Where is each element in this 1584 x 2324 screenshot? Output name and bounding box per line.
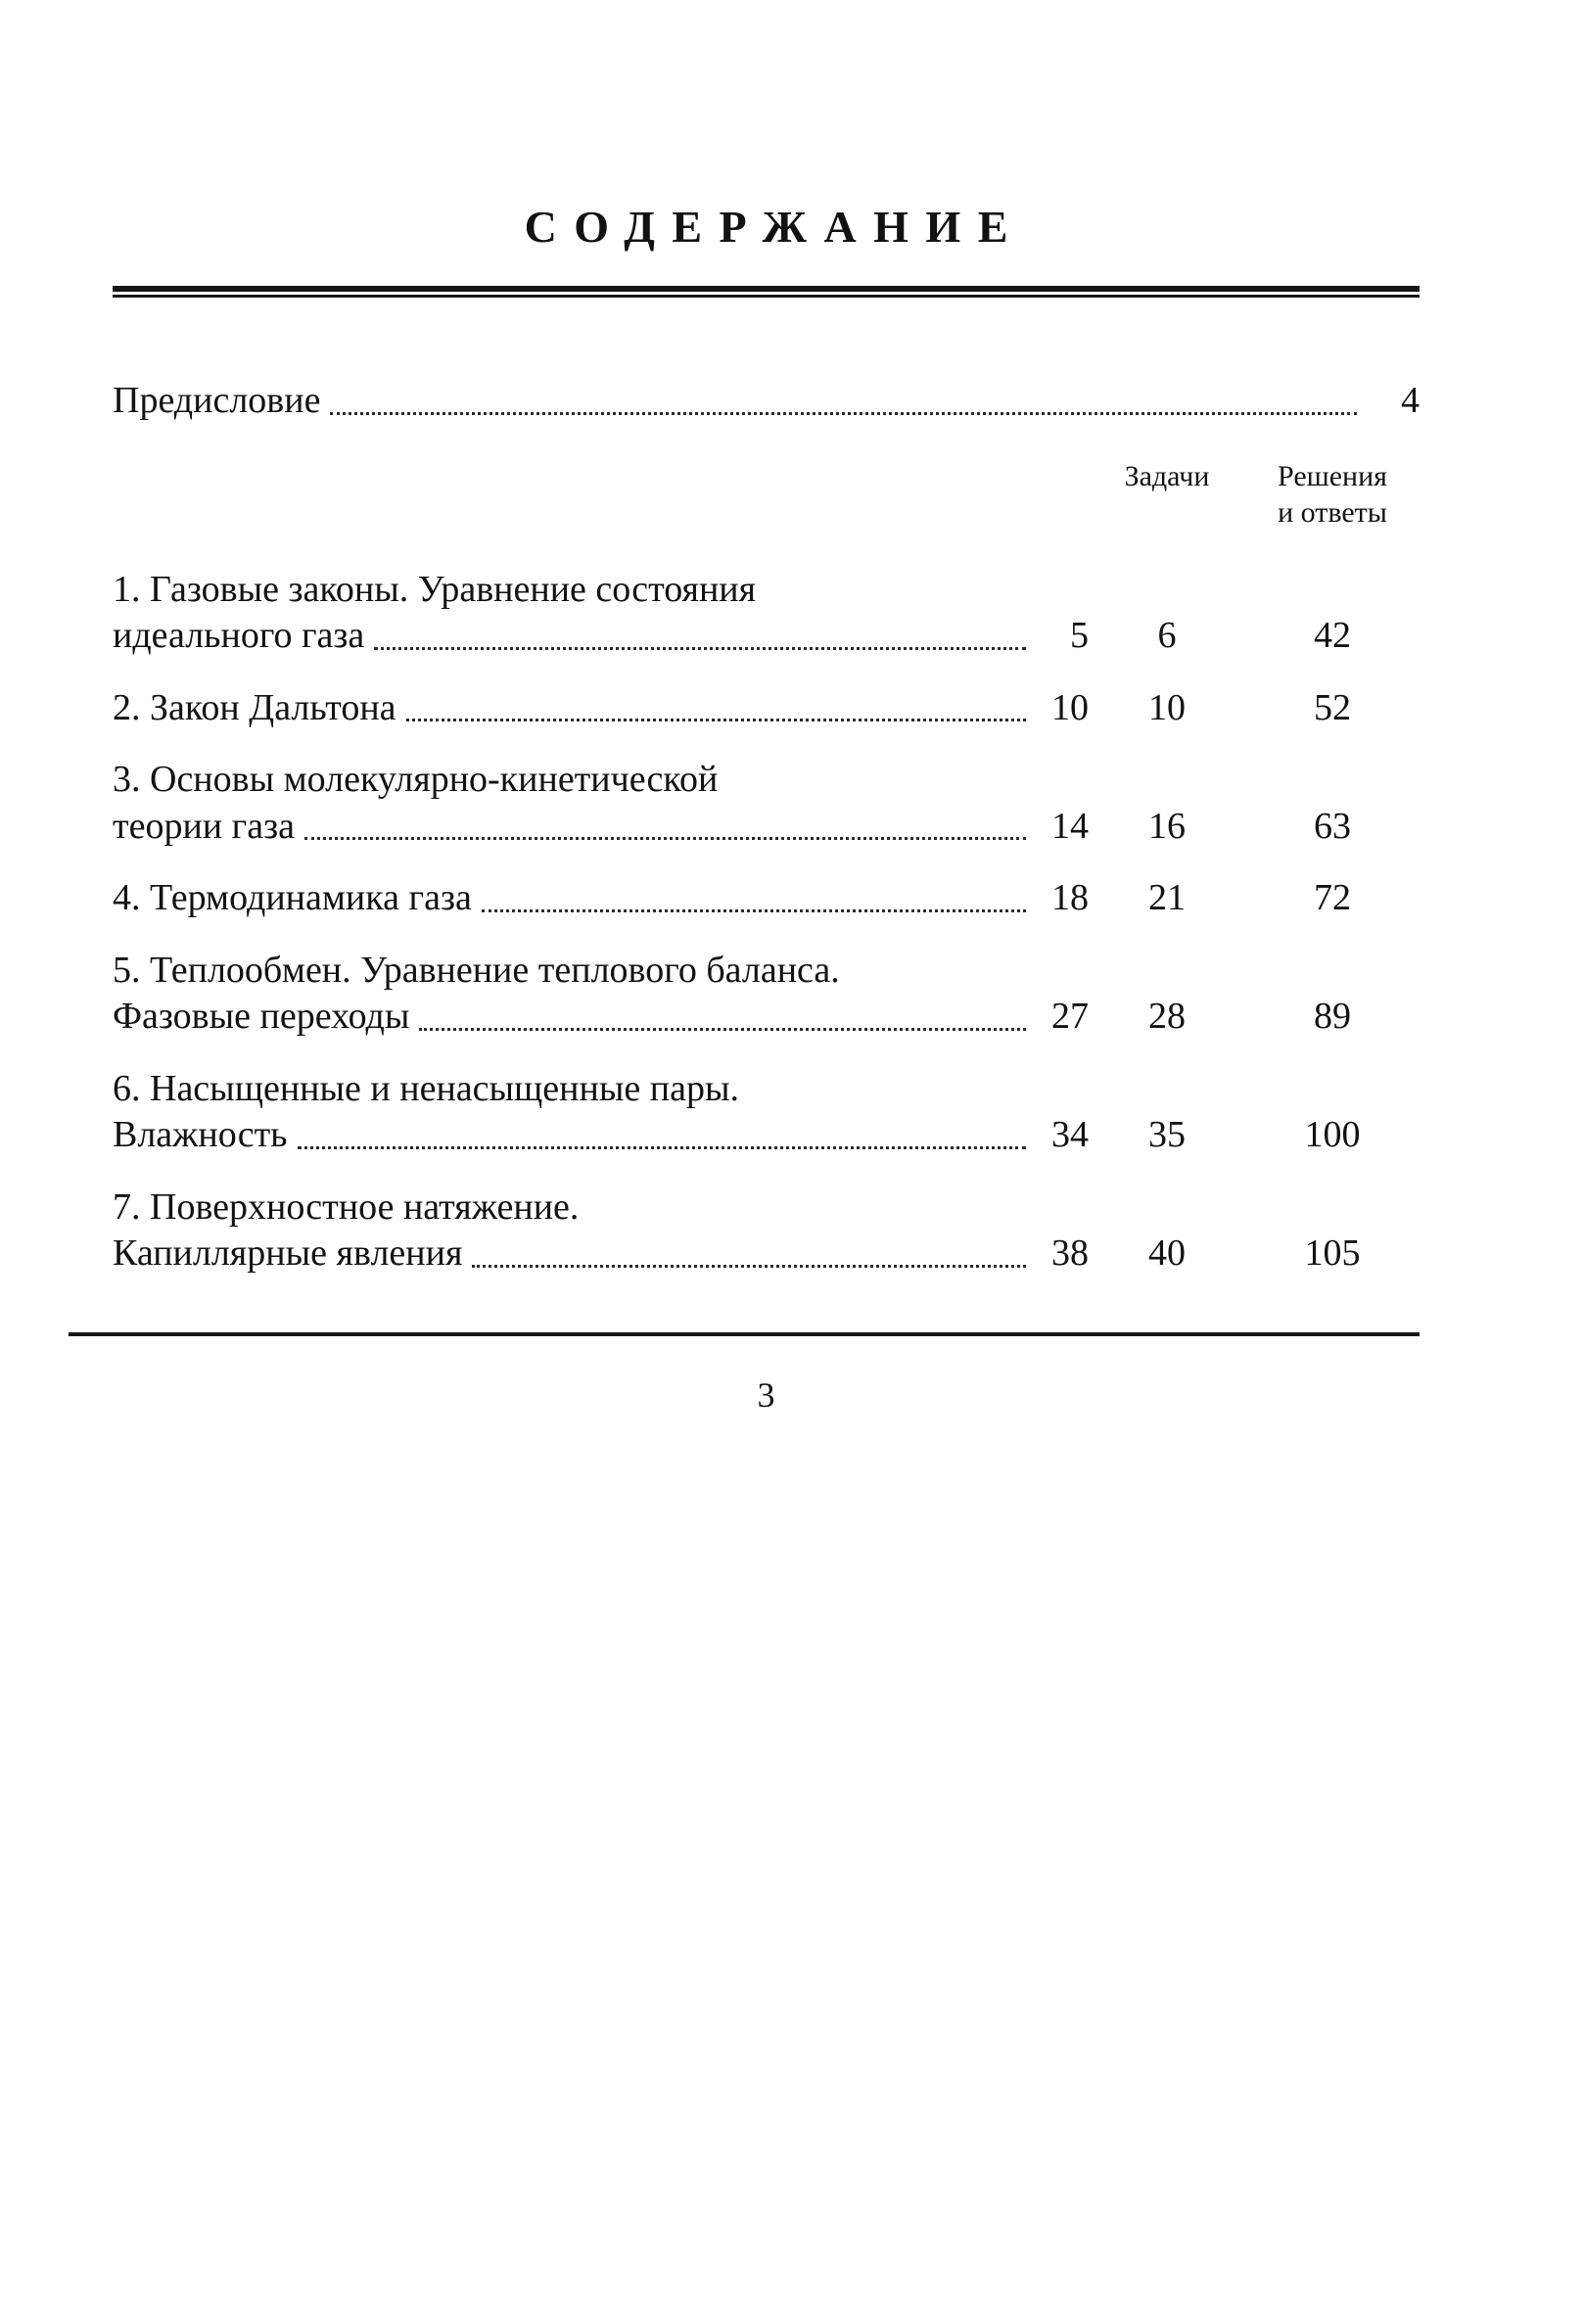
toc-entry bbox=[113, 757, 1420, 850]
entry-solutions-number: 42 bbox=[1314, 615, 1351, 656]
solutions-header-line1: Решения bbox=[1278, 459, 1387, 492]
dot-leader bbox=[482, 909, 1026, 912]
entry-tasks-number: 16 bbox=[1148, 805, 1186, 847]
entry-row bbox=[113, 875, 1420, 922]
entry-text: 4. Термодинамика газа bbox=[113, 877, 472, 918]
entry-row bbox=[113, 613, 1420, 660]
entry-text: Влажность bbox=[113, 1114, 288, 1155]
entry-solutions-number: 89 bbox=[1314, 996, 1351, 1037]
entry-solutions-number: 63 bbox=[1314, 805, 1351, 847]
entry-text: 2. Закон Дальтона bbox=[113, 686, 396, 728]
entry-row bbox=[113, 994, 1420, 1041]
entry-row bbox=[113, 804, 1420, 851]
footer-rule bbox=[69, 1332, 1420, 1336]
column-headers bbox=[113, 458, 1420, 532]
tasks-column-header: Задачи bbox=[1124, 459, 1210, 492]
entry-row bbox=[113, 1231, 1420, 1278]
entry-tasks-number: 40 bbox=[1148, 1232, 1186, 1274]
entry-row bbox=[113, 1112, 1420, 1159]
entry-solutions-number: 100 bbox=[1304, 1114, 1361, 1155]
entry-title-line: 1. Газовые законы. Уравнение состояния bbox=[113, 568, 757, 610]
double-rule bbox=[113, 286, 1420, 298]
entry-tasks-number: 28 bbox=[1148, 996, 1186, 1037]
entry-text: Капиллярные явления bbox=[113, 1232, 463, 1274]
toc-entry bbox=[113, 1066, 1420, 1159]
dot-leader bbox=[472, 1265, 1026, 1268]
entry-page-number: 38 bbox=[1051, 1232, 1089, 1274]
entry-page-number: 34 bbox=[1051, 1114, 1089, 1155]
toc-entry bbox=[113, 948, 1420, 1041]
preface-label: Предисловие bbox=[113, 380, 321, 421]
toc-entry bbox=[113, 875, 1420, 922]
page-title: СОДЕРЖАНИЕ bbox=[524, 202, 1025, 252]
entry-tasks-number: 6 bbox=[1157, 615, 1177, 656]
entry-page-number: 5 bbox=[1070, 615, 1089, 656]
entry-row bbox=[113, 685, 1420, 732]
entry-title-line: 3. Основы молекулярно-кинетической bbox=[113, 759, 719, 800]
toc-entry bbox=[113, 567, 1420, 660]
entry-page-number: 18 bbox=[1051, 877, 1089, 918]
entry-text: Фазовые переходы bbox=[113, 996, 410, 1037]
dot-leader bbox=[406, 719, 1026, 721]
toc-entries bbox=[113, 567, 1420, 1278]
toc-entry bbox=[113, 1185, 1420, 1278]
entry-tasks-number: 35 bbox=[1148, 1114, 1186, 1155]
preface-page-number: 4 bbox=[1401, 380, 1420, 421]
entry-text: идеального газа bbox=[113, 615, 365, 656]
dot-leader bbox=[298, 1146, 1026, 1149]
dot-leader bbox=[374, 647, 1026, 650]
entry-tasks-number: 10 bbox=[1148, 686, 1186, 728]
dot-leader bbox=[330, 412, 1357, 415]
solutions-column-header bbox=[1245, 458, 1420, 532]
entry-solutions-number: 105 bbox=[1304, 1232, 1361, 1274]
preface-entry bbox=[113, 378, 1420, 425]
dot-leader bbox=[419, 1028, 1026, 1031]
entry-title-line: 5. Теплообмен. Уравнение теплового баланса. bbox=[113, 949, 840, 991]
page-number: 3 bbox=[757, 1375, 775, 1415]
entry-page-number: 14 bbox=[1051, 805, 1089, 847]
entry-solutions-number: 72 bbox=[1314, 877, 1351, 918]
entry-tasks-number: 21 bbox=[1148, 877, 1186, 918]
entry-page-number: 27 bbox=[1051, 996, 1089, 1037]
entry-title-line: 7. Поверхностное натяжение. bbox=[113, 1185, 580, 1228]
solutions-header-line2: и ответы bbox=[1278, 496, 1387, 529]
toc-entry bbox=[113, 685, 1420, 732]
entry-text: теории газа bbox=[113, 805, 295, 847]
entry-title-line: 6. Насыщенные и ненасыщенные пары. bbox=[113, 1067, 739, 1109]
entry-solutions-number: 52 bbox=[1314, 686, 1351, 728]
dot-leader bbox=[304, 837, 1026, 840]
entry-page-number: 10 bbox=[1051, 686, 1089, 728]
